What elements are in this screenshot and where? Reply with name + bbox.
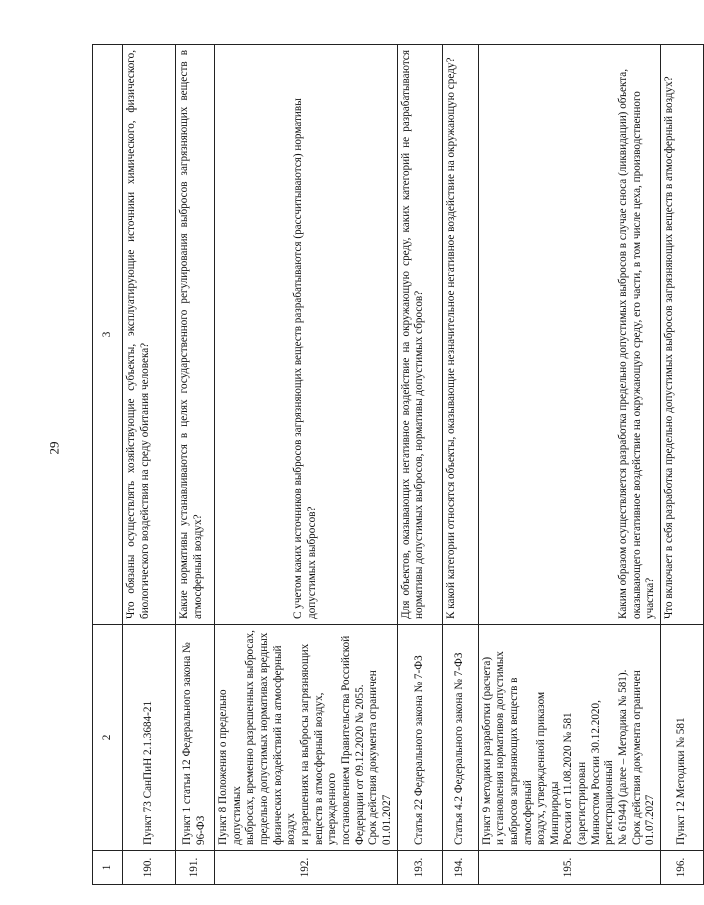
legal-source: Статья 22 Федерального закона № 7-ФЗ [397, 625, 442, 851]
legal-source: Пункт 9 методики разработки (расчета) и установления нормативов допустимых выбросов загрязняющих веществ в атмосферный воздух, утвержденной приказом Минприроды России от 11.08.2020 № 581 (зарегистрирован Минюстом России 30.12.2020, регистрационный № 61944) (далее – Методика № 581). Срок действия документа ограничен 01.07.2027 [478, 625, 661, 851]
legal-source: Пункт 12 Методики № 581 [661, 625, 704, 851]
row-number: 192. [215, 851, 398, 885]
question-text: Каким образом осуществляется разработка предельно допустимых выбросов в случае сноса (ликвидации) объекта, оказывающего негативное воздействие на окружающую среду, его части, в том числе цеха, производственного участка? [478, 45, 661, 625]
row-number: 195. [478, 851, 661, 885]
row-number: 196. [661, 851, 704, 885]
legal-source: Пункт 8 Положения о предельно допустимых выбросах, временно разрешенных выбросах, предельно допустимых нормативах вредных физических воздействий на атмосферный воздух и разрешениях на выбросы загрязняющих веществ в атмосферный воздух, утвержденного постановлением Правительства Российской Федерации от 09.12.2020 № 2055. Срок действия документа ограничен 01.01.2027 [215, 625, 398, 851]
legal-source: Пункт 1 статьи 12 Федерального закона № 96-ФЗ [176, 625, 215, 851]
row-number: 191. [176, 851, 215, 885]
question-text: Какие нормативы устанавливаются в целях государственного регулирования выбросов загрязняющих веществ в атмосферный воздух? [176, 45, 215, 625]
table-row [397, 45, 442, 885]
question-text: Что обязаны осуществлять хозяйствующие субъекты, эксплуатирующие источники химического, физического, биологического воздействия на среду обитания человека? [123, 45, 176, 625]
table-row [478, 45, 661, 885]
header-col-3: 3 [93, 45, 123, 625]
header-col-2: 2 [93, 625, 123, 851]
row-number: 193. [397, 851, 442, 885]
question-text: С учетом каких источников выбросов загрязняющих веществ разрабатываются (рассчитываются) нормативы допустимых выбросов? [215, 45, 398, 625]
table-header-row [93, 45, 123, 885]
legal-source: Статья 4.2 Федерального закона № 7-ФЗ [442, 625, 478, 851]
page-number: 29 [46, 441, 62, 455]
row-number: 194. [442, 851, 478, 885]
question-text: К какой категории относятся объекты, оказывающие незначительное негативное воздействие на окружающую среду? [442, 45, 478, 625]
table-row [123, 45, 176, 885]
question-text: Для объектов, оказывающих негативное воздействие на окружающую среду, каких категорий не разрабатываются нормативы допустимых выбросов, нормативы допустимых сбросов? [397, 45, 442, 625]
questions-table [92, 44, 704, 885]
table-row [176, 45, 215, 885]
row-number: 190. [123, 851, 176, 885]
table-row [661, 45, 704, 885]
table-row [215, 45, 398, 885]
header-col-1: 1 [93, 851, 123, 885]
legal-source: Пункт 73 СанПиН 2.1.3684-21 [123, 625, 176, 851]
rotated-table-container [92, 45, 688, 885]
question-text: Что включает в себя разработка предельно допустимых выбросов загрязняющих веществ в атмосферный воздух? [661, 45, 704, 625]
table-row [442, 45, 478, 885]
